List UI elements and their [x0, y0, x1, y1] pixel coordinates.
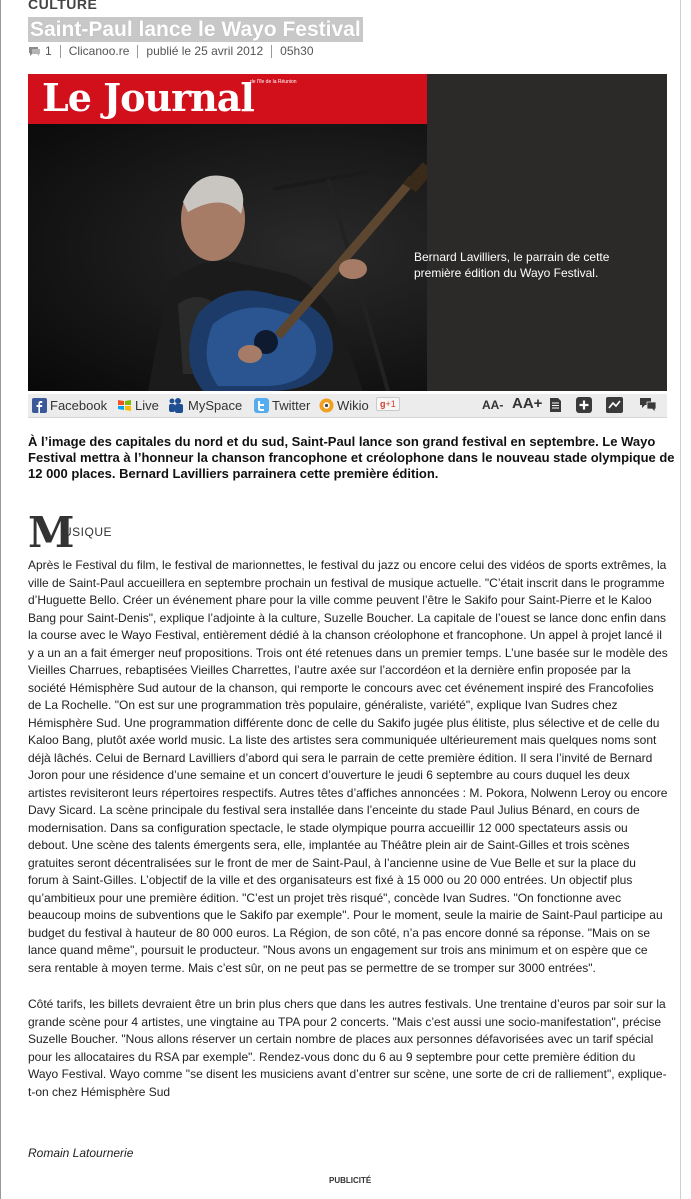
logo-tagline: de l'île de la Réunion — [250, 79, 297, 85]
left-border — [0, 0, 1, 1199]
body-paragraph: Après le Festival du film, le festival de marionnettes, le festival du jazz ou encore celui des vidéos de sports extrêmes, la ville de Saint-Paul accueillera en septembre prochain un festival de musique actuelle. "C’était inscrit dans le programme d’Huguette Bello. Créer un événement phare pour la ville comme peuvent l’être le Sakifo pour Saint-Pierre et le Kaloo Bang pour Saint-Denis", explique l’adjointe à la culture, Suzelle Boucher. La capitale de l’ouest se lance donc enfin dans la course avec le Wayo Festival, entièrement dédié à la chanson créolophone et francophone. Un appel à projet lancé il y a un an a fait émerger neuf propositions. Trois ont été retenues dans un premier temps. L’une basée sur le modèle des Vieilles Charrues, rebaptisées Vieilles Charrettes, l’autre axée sur l’accordéon et la dernière enfin proposée par la société Hémisphère Sud autour de la chanson, qui remporte le concours avec cet événement inspiré des Francofolies de La Rochelle. "On est sur une programmation très populaire, généraliste, variété", explique Ivan Sudres chez Hémisphère Sud. Une programmation différente donc de celle du Sakifo jugée plus élitiste, plus sélective et de celle du Kaloo Bang, plutôt axée world music. La liste des artistes sera communiquée ultérieurement mais quelques noms sont déjà lâchés. Celui de Bernard Lavilliers d’abord qui sera le parrain de cette première édition. Il sera l’invité de Bernard Joron pour une résidence d’une semaine et un concert d’ouverture le jeudi 6 septembre au cours duquel les deux artistes revisiteront leurs répertoires respectifs. Autres têtes d’affiches annoncées : M. Pokora, Nolwenn Leroy ou encore Davy Sicard. La scène principale du festival sera installée dans l’enceinte du stade Paul Julius Bénard, en cours de modernisation. Dans sa configuration spectacle, le stade olympique pourra accueillir 12 000 spectateurs assis ou debout. Une scène des talents émergents sera, elle, implantée au Théâtre plein air de Saint-Gilles et trois scènes gratuites seront décentralisées sur le front de mer de Saint-Paul, à l’ancienne usine de Vue Belle et sur la place du forum à Saint-Gilles. L’objectif de la ville et des organisateurs est fixé à 15 000 ou 20 000 entrées. Un objectif plus qu’ambitieux pour une première édition. "C’est un projet très risqué", concède Ivan Sudres. "On fonctionne avec beaucoup moins de subventions que le Sakifo par exemple". Pour le moment, seule la mairie de Saint-Paul participe au budget du festival à hauteur de 80 000 euros. La Région, de son côté, n’a pas encore donné sa réponse. "Mais on se lance quand même", poursuit le producteur. "Nous avons un engagement sur trois ans minimum et on espère que ce sera rentable à moyen terme. Mais c’est sûr, on ne peut pas se permettre de se tromper sur 3000 entrées". — [28, 558, 668, 975]
facebook-label: Facebook — [50, 398, 108, 413]
photo-caption: Bernard Lavilliers, le parrain de cette première édition du Wayo Festival. — [414, 250, 610, 280]
article-photo — [28, 74, 667, 391]
wikio-label: Wikio — [337, 398, 369, 413]
comment-count[interactable]: 1 — [45, 44, 52, 58]
gplus-label: +1 — [385, 399, 396, 409]
share-twitter[interactable] — [254, 398, 310, 413]
print-icon[interactable] — [549, 397, 562, 416]
meta-divider — [271, 45, 272, 58]
share-icon[interactable] — [606, 397, 623, 416]
comment-icon[interactable] — [639, 397, 657, 416]
caption-panel — [427, 74, 667, 391]
section-label: CULTURE — [28, 0, 98, 12]
article-lead: À l’image des capitales du nord et du sud, Saint-Paul lance son grand festival en septembre. Le Wayo Festival mettra à l’honneur la chanson francophone et créolophone dans le nouveau stade olympique de 12 000 places. Bernard Lavilliers parrainera cette première édition. — [28, 434, 675, 481]
myspace-icon — [168, 398, 185, 413]
share-facebook[interactable] — [32, 398, 107, 413]
font-larger-button[interactable] — [512, 395, 542, 412]
share-myspace[interactable] — [168, 398, 242, 413]
ad-label: PUBLICITÉ — [329, 1176, 372, 1185]
font-larger-label: AA+ — [512, 395, 543, 412]
font-smaller-label: AA- — [482, 398, 504, 412]
publish-date: publié le 25 avril 2012 — [146, 44, 264, 58]
windows-live-icon — [117, 398, 132, 413]
font-smaller-button[interactable] — [482, 398, 503, 412]
meta-divider — [137, 45, 138, 58]
add-icon[interactable] — [576, 397, 592, 416]
publish-time: 05h30 — [280, 44, 314, 58]
comment-bubble-icon[interactable] — [28, 46, 41, 57]
right-border — [680, 0, 681, 1199]
twitter-icon — [254, 398, 269, 413]
article-body — [28, 557, 668, 1101]
article-meta — [28, 44, 314, 58]
body-paragraph: Côté tarifs, les billets devraient être un brin plus chers que dans les autres festivals. Une trentaine d’euros par soir sur la grande scène pour 4 artistes, une vingtaine au TPA pour 2 concerts. "Mais c’est aussi une socio-manifestation", précise Suzelle Boucher. "Nous allons réserver un certain nombre de places aux personnes défavorisées avec un tarif spécial pour les allocataires du RSA par exemple". Rendez-vous donc du 6 au 9 septembre pour cette première édition du Wayo Festival. Wayo comme "se disent les musiciens avant d’entrer sur scène, une sorte de cri de ralliement", explique-t-on chez Hémisphère Sud — [28, 997, 667, 1099]
logo-text: Le Journal — [42, 75, 254, 120]
meta-divider — [60, 45, 61, 58]
facebook-icon — [32, 398, 47, 413]
myspace-label: MySpace — [188, 398, 243, 413]
share-google-plus[interactable]: g+1 — [376, 397, 400, 411]
article-title: Saint-Paul lance le Wayo Festival — [30, 18, 361, 41]
wikio-icon — [319, 398, 334, 413]
share-bar — [28, 394, 667, 418]
dropcap-rest: USIQUE — [63, 525, 113, 539]
live-label: Live — [135, 398, 159, 413]
share-live[interactable] — [117, 398, 159, 413]
article-source[interactable]: Clicanoo.re — [68, 44, 130, 58]
headline-wrap — [28, 17, 363, 42]
twitter-label: Twitter — [272, 398, 311, 413]
share-wikio[interactable] — [319, 398, 369, 413]
newspaper-logo — [28, 74, 427, 124]
dropcap-letter: M — [28, 508, 75, 557]
article-author: Romain Latournerie — [28, 1146, 134, 1160]
